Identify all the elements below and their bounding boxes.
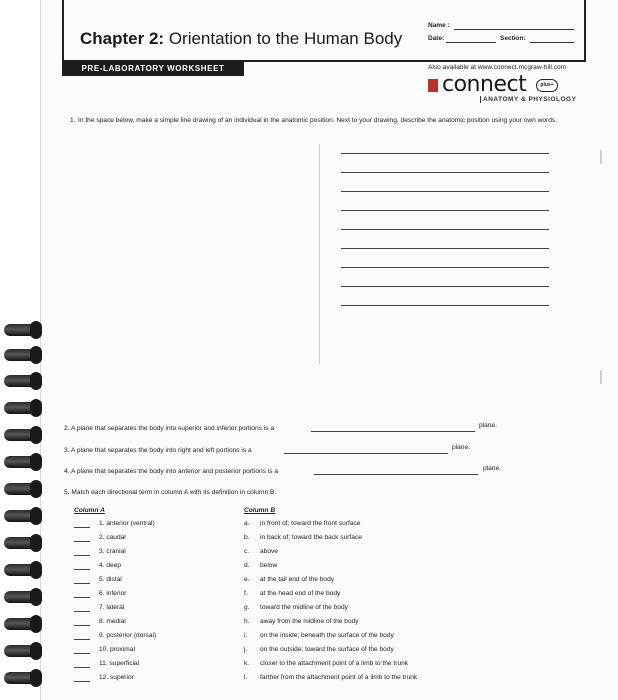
match-answer-blank[interactable] — [74, 625, 90, 626]
definition-letter: h. — [244, 618, 250, 625]
answer-line[interactable] — [341, 153, 549, 154]
match-row — [0, 576, 618, 588]
match-term: 3. cranial — [99, 548, 126, 555]
match-row — [0, 548, 618, 560]
connect-logo-word: connect — [442, 72, 527, 97]
match-definition: at the head end of the body — [260, 590, 341, 597]
answer-line[interactable] — [341, 229, 549, 230]
column-a-heading: Column A — [74, 507, 105, 514]
connect-subtitle: ANATOMY & PHYSIOLOGY — [480, 96, 576, 103]
match-definition: above — [260, 548, 278, 555]
question-3-text: 3. A plane that separates the body into right and left portions is a — [64, 447, 252, 454]
match-definition: closer to the attachment point of a limb to the trunk — [260, 660, 409, 667]
match-row — [0, 534, 618, 546]
question-4-text: 4. A plane that separates the body into anterior and posterior portions is a — [64, 468, 279, 475]
answer-line[interactable] — [341, 191, 549, 192]
definition-letter: j. — [244, 646, 248, 653]
name-label: Name : — [428, 22, 450, 29]
binding-coil — [4, 456, 42, 468]
binding-coil — [4, 324, 42, 336]
match-term: 1. anterior (ventral) — [99, 520, 155, 527]
match-term: 5. distal — [99, 576, 122, 583]
match-term: 11. superficial — [99, 660, 140, 667]
definition-letter: f. — [244, 590, 248, 597]
match-definition: below — [260, 562, 278, 569]
mcgraw-hill-logo-icon — [428, 79, 438, 92]
connect-logo — [428, 72, 588, 106]
match-term: 2. caudal — [99, 534, 126, 541]
worksheet-banner: PRE-LABORATORY WORKSHEET — [62, 60, 244, 76]
page-edge-mark — [600, 370, 602, 384]
answer-line[interactable] — [341, 286, 549, 287]
match-answer-blank[interactable] — [74, 611, 90, 612]
match-answer-blank[interactable] — [74, 583, 90, 584]
question-5-text: 5. Match each directional term in column A with its definition in column B. — [64, 489, 277, 496]
match-answer-blank[interactable] — [74, 527, 90, 528]
chapter-name: Orientation to the Human Body — [168, 29, 403, 48]
match-term: 12. superior — [99, 674, 134, 681]
match-term: 10. proximal — [99, 646, 135, 653]
match-row — [0, 520, 618, 532]
match-answer-blank[interactable] — [74, 681, 90, 682]
question-4-suffix: plane. — [483, 465, 501, 472]
match-definition: in back of; toward the back surface — [260, 534, 362, 541]
binding-coil — [4, 402, 42, 414]
binding-coil — [4, 375, 42, 387]
question-1-number: 1. — [70, 117, 76, 124]
definition-letter: c. — [244, 548, 250, 555]
match-row — [0, 604, 618, 616]
answer-line[interactable] — [341, 305, 549, 306]
question-1 — [70, 116, 590, 126]
connect-url-note: Also available at www.connect.mcgraw-hill.com — [428, 64, 567, 71]
definition-letter: e. — [244, 576, 250, 583]
match-term: 8. medial — [99, 618, 126, 625]
question-3-suffix: plane. — [452, 444, 470, 451]
definition-letter: g. — [244, 604, 250, 611]
definition-letter: k. — [244, 660, 250, 667]
match-answer-blank[interactable] — [74, 639, 90, 640]
answer-line[interactable] — [341, 248, 549, 249]
answer-line[interactable] — [341, 267, 549, 268]
match-row — [0, 632, 618, 644]
question-2-text: 2. A plane that separates the body into superior and inferior portions is a — [64, 425, 275, 432]
match-definition: farther from the attachment point of a limb to the trunk — [260, 674, 418, 681]
match-answer-blank[interactable] — [74, 569, 90, 570]
match-row — [0, 618, 618, 630]
match-definition: in front of; toward the front surface — [260, 520, 361, 527]
section-label: Section: — [500, 35, 526, 42]
column-b-heading: Column B — [244, 507, 276, 514]
match-term: 4. deep — [99, 562, 121, 569]
match-term: 6. inferior — [99, 590, 127, 597]
match-term: 7. lateral — [99, 604, 125, 611]
binding-coil — [4, 483, 42, 495]
match-definition: toward the midline of the body — [260, 604, 348, 611]
connect-plus-badge: plus+ — [536, 79, 558, 92]
match-row — [0, 590, 618, 602]
match-answer-blank[interactable] — [74, 555, 90, 556]
match-row — [0, 562, 618, 574]
match-definition: at the tail end of the body — [260, 576, 335, 583]
match-row — [0, 674, 618, 686]
section-field[interactable] — [530, 42, 574, 43]
chapter-label: Chapter 2: — [80, 29, 165, 48]
match-row — [0, 660, 618, 672]
definition-letter: b. — [244, 534, 250, 541]
match-term: 9. posterior (dorsal) — [99, 632, 157, 639]
question-3-answer-line[interactable] — [284, 453, 448, 454]
match-row — [0, 646, 618, 658]
question-1-text: In the space below, make a simple line drawing of an individual in the anatomic position. Next to your drawing, describe the anatomic position using your own words. — [78, 117, 558, 124]
definition-letter: i. — [244, 632, 248, 639]
date-label: Date: — [428, 35, 445, 42]
match-answer-blank[interactable] — [74, 653, 90, 654]
name-field[interactable] — [454, 29, 574, 30]
drawing-area-divider — [319, 144, 320, 364]
chapter-title — [80, 29, 402, 49]
binding-coil — [4, 349, 42, 361]
question-2-suffix: plane. — [479, 422, 497, 429]
answer-line[interactable] — [341, 210, 549, 211]
match-definition: on the inside; beneath the surface of the body — [260, 632, 394, 639]
question-2-answer-line[interactable] — [311, 431, 475, 432]
match-definition: on the outside; toward the surface of the body — [260, 646, 394, 653]
question-4-answer-line[interactable] — [314, 474, 478, 475]
definition-letter: l. — [244, 674, 248, 681]
answer-line[interactable] — [341, 172, 549, 173]
definition-letter: a. — [244, 520, 250, 527]
match-answer-blank[interactable] — [74, 541, 90, 542]
match-answer-blank[interactable] — [74, 597, 90, 598]
date-field[interactable] — [446, 42, 496, 43]
match-definition: away from the midline of the body — [260, 618, 359, 625]
definition-letter: d. — [244, 562, 250, 569]
match-answer-blank[interactable] — [74, 667, 90, 668]
page-edge-mark — [600, 150, 602, 164]
binding-coil — [4, 429, 42, 441]
